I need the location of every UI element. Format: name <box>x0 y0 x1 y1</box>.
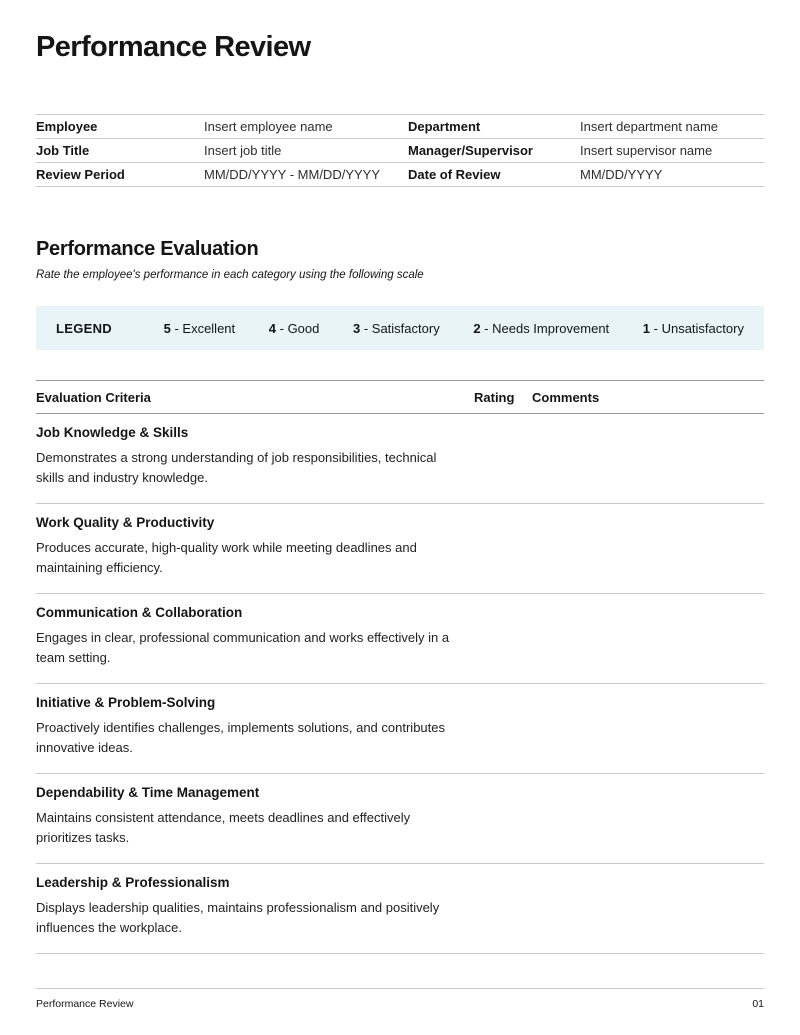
legend-item-satisfactory: 3 - Satisfactory <box>352 320 440 336</box>
employee-info-table <box>36 114 764 187</box>
evaluation-subtitle: Rate the employee's performance in each category using the following scale <box>36 269 424 281</box>
rating-legend-bar <box>36 306 764 350</box>
date-of-review-value-field[interactable]: MM/DD/YYYY <box>580 163 764 187</box>
criteria-description: Produces accurate, high-quality work while meeting deadlines and maintaining efficiency. <box>36 540 417 575</box>
criteria-main <box>36 874 474 938</box>
criteria-main <box>36 694 474 758</box>
manager-supervisor-label: Manager/Supervisor <box>408 139 580 163</box>
comments-cell[interactable] <box>532 784 764 848</box>
manager-supervisor-value-field[interactable]: Insert supervisor name <box>580 139 764 163</box>
evaluation-heading: Performance Evaluation <box>36 238 259 260</box>
rating-cell[interactable] <box>474 784 532 848</box>
criteria-row-work-quality <box>36 504 764 594</box>
criteria-description: Demonstrates a strong understanding of job responsibilities, technical skills and industry knowledge. <box>36 450 437 485</box>
criteria-title: Leadership & Professionalism <box>36 875 230 890</box>
criteria-title: Initiative & Problem-Solving <box>36 695 216 710</box>
employee-label: Employee <box>36 115 204 139</box>
legend-item-good: 4 - Good <box>268 320 320 336</box>
page-number: 01 <box>752 998 764 1010</box>
criteria-main <box>36 784 474 848</box>
criteria-row-initiative <box>36 684 764 774</box>
info-row-job-title <box>36 139 764 163</box>
legend-label: LEGEND <box>56 320 112 336</box>
criteria-title: Job Knowledge & Skills <box>36 425 189 440</box>
comments-cell[interactable] <box>532 424 764 488</box>
comments-cell[interactable] <box>532 874 764 938</box>
employee-value-field[interactable]: Insert employee name <box>204 115 408 139</box>
rating-cell[interactable] <box>474 604 532 668</box>
job-title-value-field[interactable]: Insert job title <box>204 139 408 163</box>
job-title-label: Job Title <box>36 139 204 163</box>
header-comments: Comments <box>532 389 600 405</box>
rating-cell[interactable] <box>474 874 532 938</box>
criteria-row-communication <box>36 594 764 684</box>
department-label: Department <box>408 115 580 139</box>
comments-cell[interactable] <box>532 604 764 668</box>
legend-item-needs-improvement: 2 - Needs Improvement <box>473 320 610 336</box>
info-row-employee <box>36 115 764 139</box>
criteria-row-dependability <box>36 774 764 864</box>
date-of-review-label: Date of Review <box>408 163 580 187</box>
comments-cell[interactable] <box>532 694 764 758</box>
page-title: Performance Review <box>36 31 311 63</box>
legend-item-unsatisfactory: 1 - Unsatisfactory <box>642 320 744 336</box>
criteria-description: Engages in clear, professional communication and works effectively in a team setting. <box>36 630 450 665</box>
criteria-main <box>36 604 474 668</box>
criteria-title: Communication & Collaboration <box>36 605 243 620</box>
criteria-row-job-knowledge <box>36 414 764 504</box>
criteria-title: Work Quality & Productivity <box>36 515 215 530</box>
department-value-field[interactable]: Insert department name <box>580 115 764 139</box>
criteria-main <box>36 424 474 488</box>
header-evaluation-criteria: Evaluation Criteria <box>36 389 151 405</box>
criteria-description: Maintains consistent attendance, meets deadlines and effectively prioritizes tasks. <box>36 810 411 845</box>
rating-cell[interactable] <box>474 514 532 578</box>
rating-cell[interactable] <box>474 694 532 758</box>
criteria-main <box>36 514 474 578</box>
review-period-value-field[interactable]: MM/DD/YYYY - MM/DD/YYYY <box>204 163 408 187</box>
info-row-review-period <box>36 163 764 187</box>
criteria-table-header <box>36 380 764 414</box>
header-rating: Rating <box>474 389 515 405</box>
page-footer <box>36 989 764 1010</box>
criteria-row-leadership <box>36 864 764 954</box>
comments-cell[interactable] <box>532 514 764 578</box>
criteria-title: Dependability & Time Management <box>36 785 260 800</box>
rating-cell[interactable] <box>474 424 532 488</box>
criteria-description: Displays leadership qualities, maintains professionalism and positively influences the workplace. <box>36 900 440 935</box>
footer-title: Performance Review <box>36 998 134 1010</box>
review-period-label: Review Period <box>36 163 204 187</box>
legend-item-excellent: 5 - Excellent <box>163 320 236 336</box>
criteria-description: Proactively identifies challenges, implements solutions, and contributes innovative ideas. <box>36 720 445 755</box>
